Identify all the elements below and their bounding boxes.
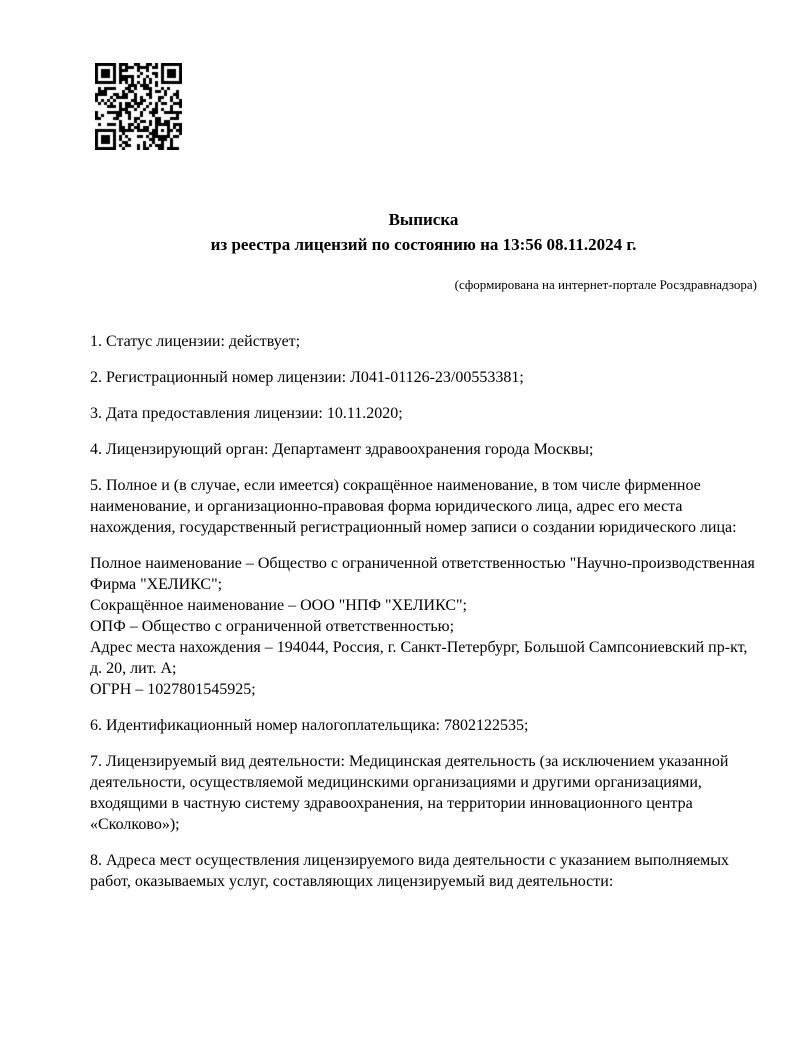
paragraph-5-legal-entity-intro: 5. Полное и (в случае, если имеется) сокращённое наименование, в том числе фирменное наименование, и организационно-правовая форма юридического лица, адрес его места нахождения, государственный регистрационный номер записи о создании юридического лица:	[90, 477, 737, 536]
document-content	[90, 0, 757, 907]
company-short-name: Сокращённое наименование – ООО "НПФ "ХЕЛИКС";	[90, 597, 467, 614]
title-line-1: Выписка	[388, 210, 459, 229]
company-address: Адрес места нахождения – 194044, Россия, г. Санкт-Петербург, Большой Сампсониевский пр-кт, д. 20, лит. А;	[90, 639, 748, 677]
paragraph-3-grant-date: 3. Дата предоставления лицензии: 10.11.2020;	[90, 405, 403, 422]
paragraph-7-licensed-activity: 7. Лицензируемый вид деятельности: Медицинская деятельность (за исключением указанной деятельности, осуществляемой медицинскими организациями и другими организациями, входящими в частную систему здравоохранения, на территории инновационного центра «Сколково»);	[90, 753, 729, 833]
paragraph-8-activity-addresses: 8. Адреса мест осуществления лицензируемого вида деятельности с указанием выполняемых работ, оказываемых услуг, составляющих лицензируемый вид деятельности:	[90, 852, 730, 890]
paragraph-1-license-status: 1. Статус лицензии: действует;	[90, 333, 301, 350]
company-ogrn: ОГРН – 1027801545925;	[90, 681, 256, 698]
paragraph-2-registration-number: 2. Регистрационный номер лицензии: Л041-01126-23/00553381;	[90, 369, 524, 386]
company-details	[90, 553, 757, 700]
title-line-2: из реестра лицензий по состоянию на 13:56 08.11.2024 г.	[210, 235, 637, 254]
company-legal-form: ОПФ – Общество с ограниченной ответственностью;	[90, 618, 455, 635]
document-subtitle: (сформирована на интернет-портале Росздравнадзора)	[454, 277, 757, 292]
document-body	[90, 331, 757, 892]
document-title	[90, 207, 757, 257]
paragraph-6-taxpayer-number: 6. Идентификационный номер налогоплательщика: 7802122535;	[90, 717, 529, 734]
paragraph-4-licensing-authority: 4. Лицензирующий орган: Департамент здравоохранения города Москвы;	[90, 441, 594, 458]
company-full-name: Полное наименование – Общество с ограниченной ответственностью "Научно-производственная Фирма "ХЕЛИКС";	[90, 555, 755, 593]
